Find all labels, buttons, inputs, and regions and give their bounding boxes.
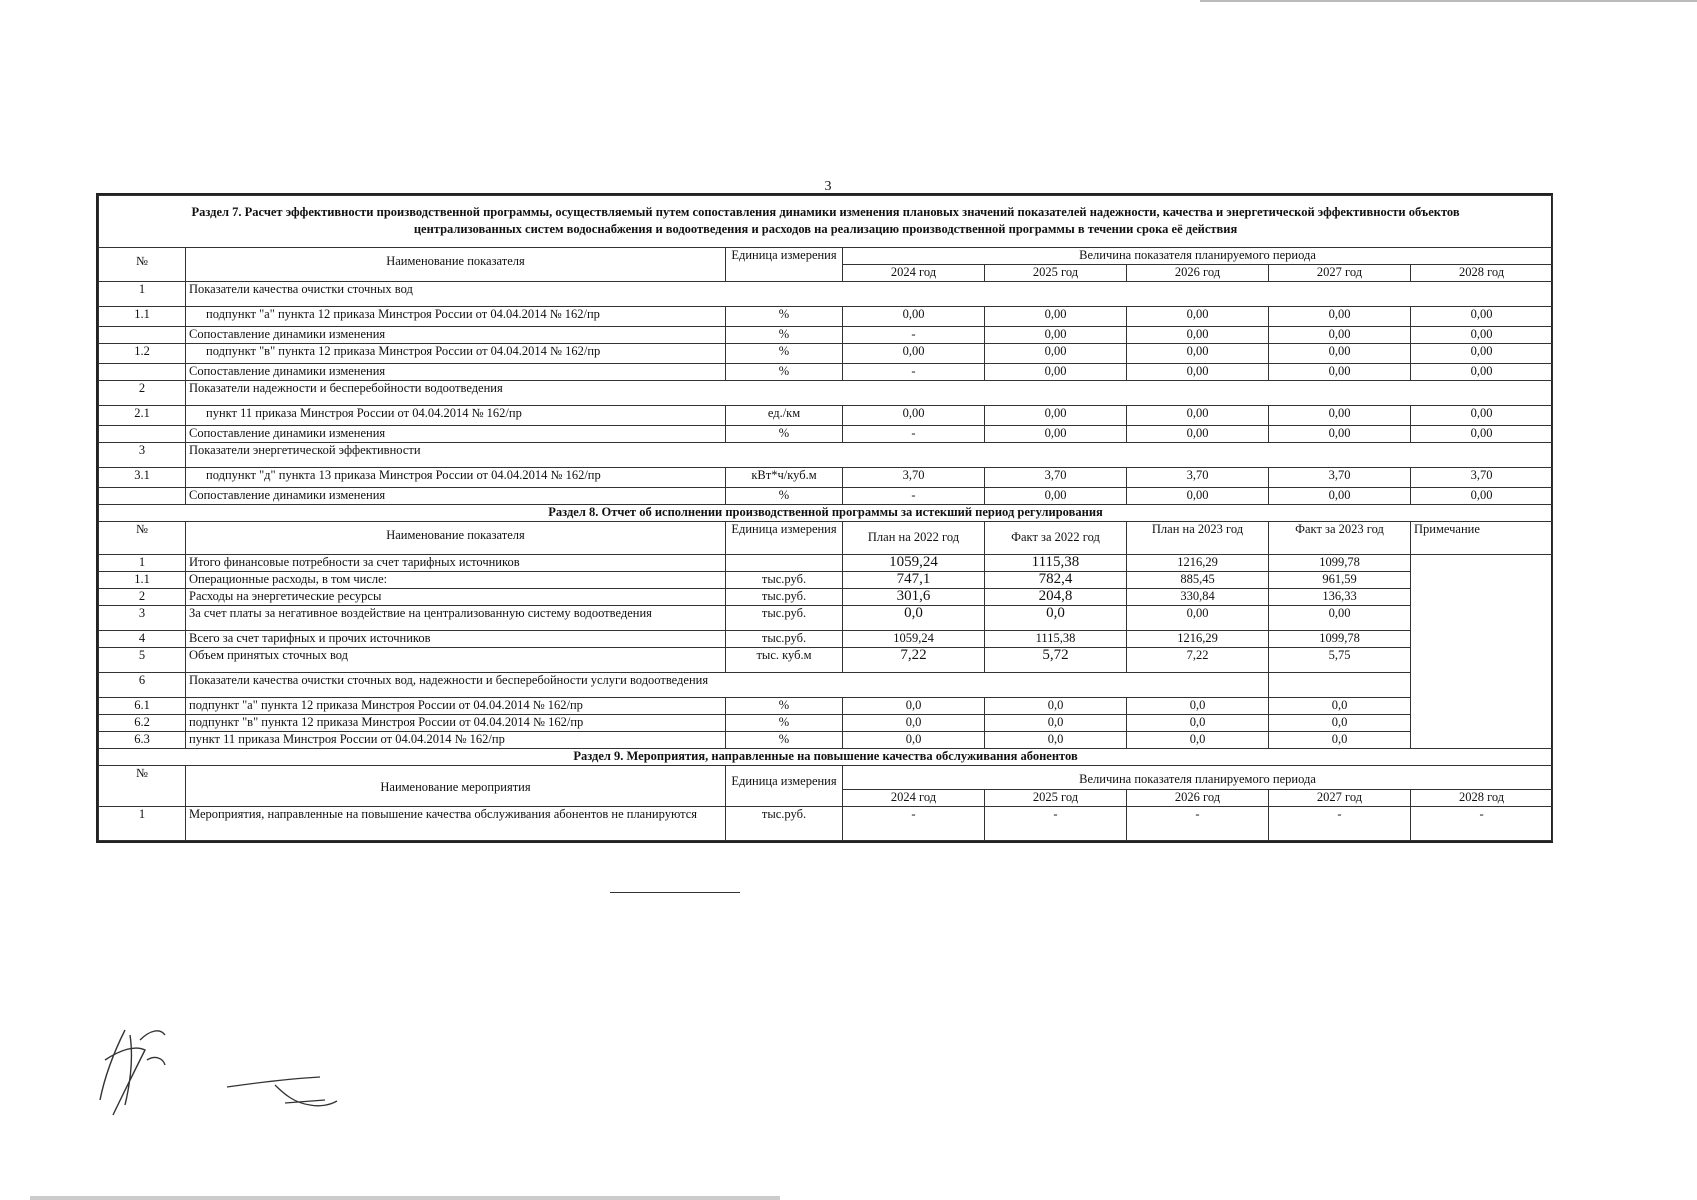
col-header-unit: Единица измерения [726, 766, 843, 807]
row-value: 0,00 [1411, 406, 1553, 426]
table-row [99, 732, 1553, 749]
row-value: 136,33 [1269, 589, 1411, 606]
row-value: 885,45 [1127, 572, 1269, 589]
row-value: 0,00 [843, 307, 985, 327]
row-value: 0,00 [1269, 426, 1411, 443]
col-header-year: 2026 год [1127, 265, 1269, 282]
row-num: 1.1 [99, 307, 186, 327]
col-header-fact-2022: Факт за 2022 год [985, 522, 1127, 555]
table-row [99, 364, 1553, 381]
col-header-year: 2026 год [1127, 790, 1269, 807]
row-value: 0,00 [1127, 327, 1269, 344]
col-header-name: Наименование показателя [186, 522, 726, 555]
col-header-num: № [99, 766, 186, 807]
row-num: 6.3 [99, 732, 186, 749]
col-header-year: 2025 год [985, 265, 1127, 282]
row-value: 0,00 [985, 307, 1127, 327]
col-header-name: Наименование мероприятия [186, 766, 726, 807]
row-unit: % [726, 488, 843, 505]
table-row [99, 555, 1553, 572]
row-value: - [985, 807, 1127, 841]
row-num [99, 488, 186, 505]
row-value: 1059,24 [843, 555, 985, 572]
row-name: Всего за счет тарифных и прочих источников [186, 631, 726, 648]
row-num: 1 [99, 807, 186, 841]
row-num: 6 [99, 673, 186, 698]
col-header-year: 2025 год [985, 790, 1127, 807]
row-value: 0,00 [985, 406, 1127, 426]
row-num [99, 426, 186, 443]
row-value: 330,84 [1127, 589, 1269, 606]
table-row [99, 648, 1553, 673]
col-header-unit: Единица измерения [726, 522, 843, 555]
table-row-group [99, 282, 1553, 307]
row-num: 4 [99, 631, 186, 648]
row-name: За счет платы за негативное воздействие на централизованную систему водоотведения [186, 606, 726, 631]
row-unit: % [726, 698, 843, 715]
col-header-year: 2028 год [1411, 790, 1553, 807]
row-unit: тыс.руб. [726, 589, 843, 606]
row-unit: тыс. куб.м [726, 648, 843, 673]
row-value: 1216,29 [1127, 631, 1269, 648]
col-header-year: 2024 год [843, 265, 985, 282]
row-value: 0,00 [1411, 344, 1553, 364]
col-header-year: 2027 год [1269, 790, 1411, 807]
note-cell [1411, 555, 1553, 749]
row-name: подпункт "д" пункта 13 приказа Минстроя России от 04.04.2014 № 162/пр [186, 468, 726, 488]
row-value: 1059,24 [843, 631, 985, 648]
signature-2 [225, 1075, 345, 1115]
row-name: Мероприятия, направленные на повышение качества обслуживания абонентов не планируются [186, 807, 726, 841]
row-value: 0,00 [1269, 488, 1411, 505]
row-value: 0,00 [1269, 606, 1411, 631]
row-num: 5 [99, 648, 186, 673]
row-value: 0,0 [1127, 698, 1269, 715]
row-value: 0,00 [1127, 606, 1269, 631]
row-value: 0,00 [1269, 344, 1411, 364]
row-name: Объем принятых сточных вод [186, 648, 726, 673]
scan-edge-top [1200, 0, 1697, 2]
row-unit: кВт*ч/куб.м [726, 468, 843, 488]
row-value: 0,00 [1411, 307, 1553, 327]
row-num [99, 327, 186, 344]
row-value: 0,00 [1411, 488, 1553, 505]
row-value: 0,00 [1127, 307, 1269, 327]
row-value: 0,00 [1127, 406, 1269, 426]
table-row [99, 631, 1553, 648]
row-group-name: Показатели качества очистки сточных вод [186, 282, 1553, 307]
col-header-unit: Единица измерения [726, 248, 843, 282]
row-value: 0,0 [1127, 732, 1269, 749]
row-value: 0,0 [985, 698, 1127, 715]
row-name: Операционные расходы, в том числе: [186, 572, 726, 589]
row-num: 2.1 [99, 406, 186, 426]
row-unit: % [726, 307, 843, 327]
row-group-name: Показатели качества очистки сточных вод, надежности и бесперебойности услуги водоотведения [186, 673, 1269, 698]
row-value: 0,00 [1127, 364, 1269, 381]
row-num [99, 364, 186, 381]
row-value: 1115,38 [985, 631, 1127, 648]
row-name: Расходы на энергетические ресурсы [186, 589, 726, 606]
row-unit: тыс.руб. [726, 807, 843, 841]
row-num: 3 [99, 443, 186, 468]
row-value: 1216,29 [1127, 555, 1269, 572]
row-name: Сопоставление динамики изменения [186, 327, 726, 344]
row-value: 0,0 [985, 606, 1127, 631]
section-8-title-row [99, 505, 1553, 522]
col-header-num: № [99, 248, 186, 282]
row-name: Сопоставление динамики изменения [186, 426, 726, 443]
row-value: 0,0 [843, 715, 985, 732]
row-group-name: Показатели надежности и бесперебойности водоотведения [186, 381, 1553, 406]
section-7-title: Раздел 7. Расчет эффективности производственной программы, осуществляемый путем сопоставления динамики изменения плановых значений показателей надежности, качества и энергетической эффективности объектов централизованных систем водоснабжения и водоотведения и расходов на реализацию производственной программы в течении срока её действия [99, 196, 1553, 248]
row-value: 0,0 [1269, 732, 1411, 749]
table-row [99, 344, 1553, 364]
row-value: 0,00 [843, 344, 985, 364]
row-value: 1099,78 [1269, 631, 1411, 648]
row-unit: % [726, 327, 843, 344]
row-value: 1115,38 [985, 555, 1127, 572]
report-table [98, 195, 1553, 841]
table-row [99, 572, 1553, 589]
row-value: 0,00 [1269, 364, 1411, 381]
table-row [99, 589, 1553, 606]
row-unit [726, 555, 843, 572]
table-row [99, 606, 1553, 631]
row-num: 3.1 [99, 468, 186, 488]
table-row-group [99, 381, 1553, 406]
table-row [99, 698, 1553, 715]
row-num: 2 [99, 589, 186, 606]
row-value: 3,70 [843, 468, 985, 488]
col-header-period: Величина показателя планируемого периода [843, 766, 1553, 790]
row-unit: % [726, 715, 843, 732]
row-name: пункт 11 приказа Минстроя России от 04.04.2014 № 162/пр [186, 406, 726, 426]
row-value: 0,00 [985, 364, 1127, 381]
scan-edge-bottom [30, 1196, 780, 1200]
row-value: 0,0 [985, 732, 1127, 749]
row-value: 204,8 [985, 589, 1127, 606]
row-unit: тыс.руб. [726, 606, 843, 631]
row-name: подпункт "в" пункта 12 приказа Минстроя России от 04.04.2014 № 162/пр [186, 715, 726, 732]
row-value: 0,0 [843, 698, 985, 715]
col-header-fact-2023: Факт за 2023 год [1269, 522, 1411, 555]
row-unit: % [726, 364, 843, 381]
row-value: - [843, 488, 985, 505]
row-name: подпункт "а" пункта 12 приказа Минстроя России от 04.04.2014 № 162/пр [186, 698, 726, 715]
row-value: 7,22 [1127, 648, 1269, 673]
row-num: 2 [99, 381, 186, 406]
row-value: 5,75 [1269, 648, 1411, 673]
row-value: 3,70 [1269, 468, 1411, 488]
row-unit: тыс.руб. [726, 631, 843, 648]
table-row [99, 715, 1553, 732]
row-value: 961,59 [1269, 572, 1411, 589]
col-header-year: 2027 год [1269, 265, 1411, 282]
row-value: 0,00 [843, 406, 985, 426]
row-value: 3,70 [985, 468, 1127, 488]
row-num: 6.1 [99, 698, 186, 715]
col-header-plan-2023: План на 2023 год [1127, 522, 1269, 555]
table-row [99, 307, 1553, 327]
row-value: 7,22 [843, 648, 985, 673]
row-value: - [1269, 807, 1411, 841]
row-value: 0,0 [843, 732, 985, 749]
row-value: - [843, 807, 985, 841]
row-value: 0,0 [843, 606, 985, 631]
row-value: 3,70 [1411, 468, 1553, 488]
row-unit: ед./км [726, 406, 843, 426]
row-name: пункт 11 приказа Минстроя России от 04.04.2014 № 162/пр [186, 732, 726, 749]
row-value: 0,0 [1269, 698, 1411, 715]
table-row [99, 327, 1553, 344]
row-value: 0,0 [1127, 715, 1269, 732]
row-value: 0,00 [1411, 364, 1553, 381]
row-value: 0,00 [1411, 327, 1553, 344]
row-name: Итого финансовые потребности за счет тарифных источников [186, 555, 726, 572]
row-num: 6.2 [99, 715, 186, 732]
col-header-plan-2022: План на 2022 год [843, 522, 985, 555]
report-document [96, 193, 1553, 843]
row-value: 782,4 [985, 572, 1127, 589]
page-number: 3 [824, 179, 832, 194]
row-name: Сопоставление динамики изменения [186, 488, 726, 505]
row-value: - [843, 426, 985, 443]
row-num: 1 [99, 555, 186, 572]
row-group-name: Показатели энергетической эффективности [186, 443, 1553, 468]
row-value: - [843, 327, 985, 344]
closing-rule [610, 892, 740, 893]
signature-1 [95, 1020, 195, 1120]
col-header-name: Наименование показателя [186, 248, 726, 282]
row-value: 0,00 [1269, 406, 1411, 426]
section-8-header-row [99, 522, 1553, 555]
row-value [1269, 673, 1411, 698]
row-value: 3,70 [1127, 468, 1269, 488]
row-unit: % [726, 426, 843, 443]
col-header-period: Величина показателя планируемого периода [843, 248, 1553, 265]
row-value: - [843, 364, 985, 381]
table-row-group [99, 443, 1553, 468]
row-value: 0,00 [985, 344, 1127, 364]
row-value: 0,00 [1269, 327, 1411, 344]
row-value: 1099,78 [1269, 555, 1411, 572]
section-8-title: Раздел 8. Отчет об исполнении производственной программы за истекший период регулирования [99, 505, 1553, 522]
row-unit: тыс.руб. [726, 572, 843, 589]
section-7-title-row [99, 196, 1553, 248]
row-value: 0,00 [985, 488, 1127, 505]
section-9-title: Раздел 9. Мероприятия, направленные на повышение качества обслуживания абонентов [99, 749, 1553, 766]
row-value: 0,0 [1269, 715, 1411, 732]
col-header-note: Примечание [1411, 522, 1553, 555]
table-row [99, 807, 1553, 841]
row-num: 1.1 [99, 572, 186, 589]
row-value: 0,00 [1411, 426, 1553, 443]
row-value: 5,72 [985, 648, 1127, 673]
row-name: Сопоставление динамики изменения [186, 364, 726, 381]
row-value: 0,0 [985, 715, 1127, 732]
row-value: 0,00 [985, 327, 1127, 344]
row-value: 747,1 [843, 572, 985, 589]
row-num: 1.2 [99, 344, 186, 364]
col-header-year: 2028 год [1411, 265, 1553, 282]
table-row-group [99, 673, 1553, 698]
table-row [99, 468, 1553, 488]
row-num: 1 [99, 282, 186, 307]
table-row [99, 406, 1553, 426]
row-value: 0,00 [1127, 344, 1269, 364]
col-header-num: № [99, 522, 186, 555]
section-9-header-row [99, 766, 1553, 790]
row-unit: % [726, 732, 843, 749]
row-value: - [1127, 807, 1269, 841]
section-7-header-row [99, 248, 1553, 265]
row-value: 0,00 [1127, 488, 1269, 505]
row-num: 3 [99, 606, 186, 631]
table-row [99, 488, 1553, 505]
row-value: 0,00 [1269, 307, 1411, 327]
row-value: - [1411, 807, 1553, 841]
row-value: 0,00 [985, 426, 1127, 443]
row-unit: % [726, 344, 843, 364]
row-name: подпункт "а" пункта 12 приказа Минстроя России от 04.04.2014 № 162/пр [186, 307, 726, 327]
section-9-title-row [99, 749, 1553, 766]
table-row [99, 426, 1553, 443]
row-value: 0,00 [1127, 426, 1269, 443]
row-name: подпункт "в" пункта 12 приказа Минстроя России от 04.04.2014 № 162/пр [186, 344, 726, 364]
col-header-year: 2024 год [843, 790, 985, 807]
row-value: 301,6 [843, 589, 985, 606]
